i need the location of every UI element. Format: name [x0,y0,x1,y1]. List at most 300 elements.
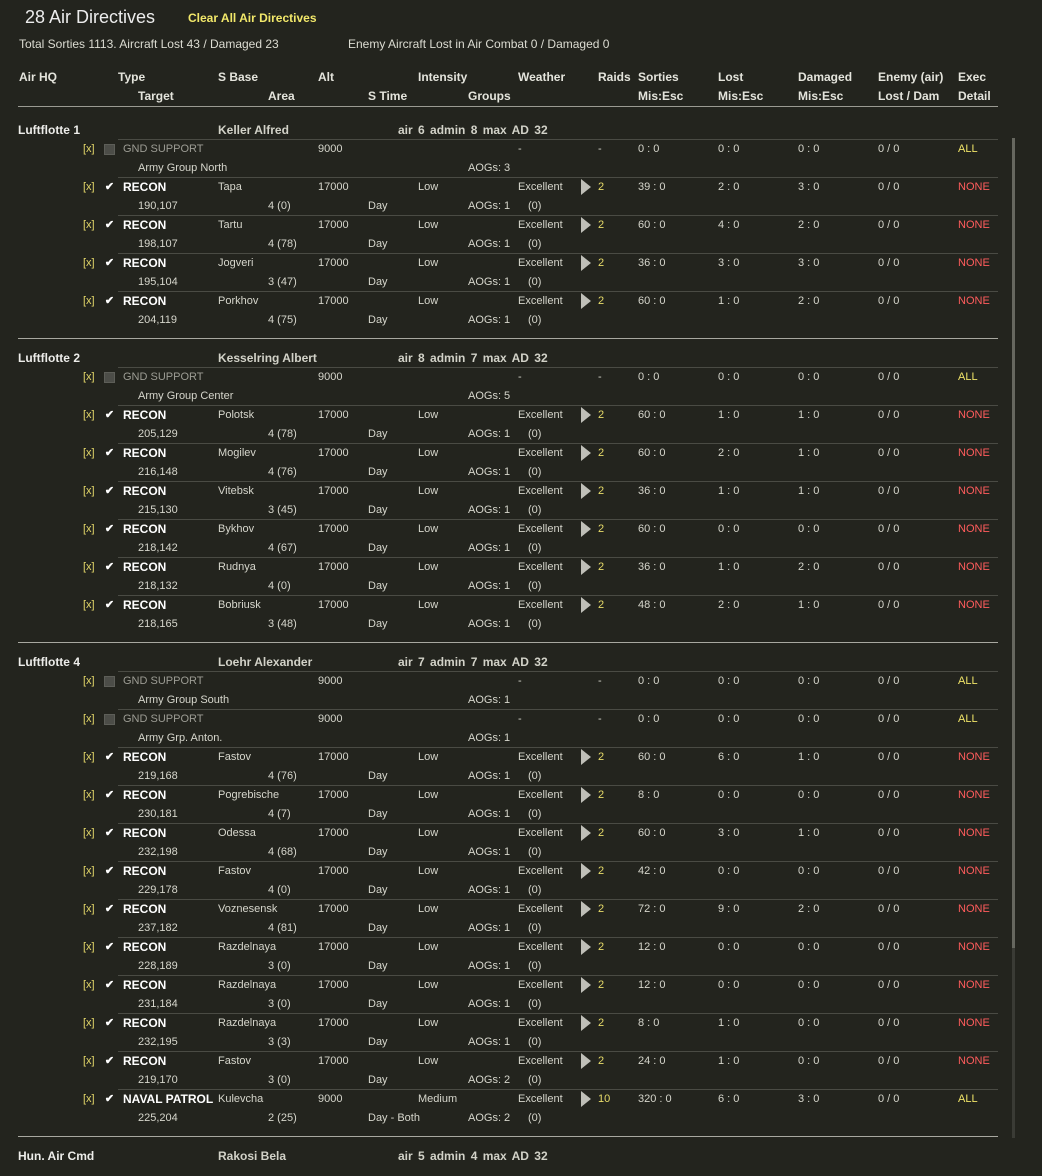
lost-value: 0 : 0 [718,941,740,953]
altitude: 17000 [318,561,349,573]
weather-value: - [518,143,522,155]
air-hq-commander: Keller Alfred [218,123,289,137]
exec-detail[interactable]: ALL [958,713,978,725]
lost-value: 0 : 0 [718,865,740,877]
support-base: Fastov [218,1055,252,1067]
directive-checkbox[interactable]: ✔ [104,599,115,611]
damaged-value: 1 : 0 [798,751,820,763]
altitude: 17000 [318,941,349,953]
target[interactable]: 225,204 [138,1112,178,1124]
lost-value: 4 : 0 [718,219,740,231]
directive-toggle[interactable]: [x] [83,409,95,421]
directive-toggle[interactable]: [x] [83,485,95,497]
target[interactable]: 218,132 [138,580,178,592]
strike-time: Day [368,922,388,934]
lost-value: 2 : 0 [718,181,740,193]
enemy-value: 0 / 0 [878,941,900,953]
target[interactable]: 232,195 [138,1036,178,1048]
directive-toggle[interactable]: [x] [83,447,95,459]
target[interactable]: 237,182 [138,922,178,934]
directive-row [0,560,1042,598]
mission-type: RECON [123,826,167,840]
header-weather[interactable]: Weather [518,70,566,84]
directive-toggle[interactable]: [x] [83,523,95,535]
target[interactable]: Army Grp. Anton. [138,732,223,744]
groups-extra: (0) [528,428,542,440]
mission-type: NAVAL PATROL [123,1092,214,1106]
sorties-value: 36 : 0 [638,485,666,497]
weather-value: Excellent [518,1093,563,1105]
header-lost[interactable]: Lost [718,70,744,84]
play-arrow-icon[interactable] [581,597,591,613]
exec-detail[interactable]: NONE [958,409,990,421]
air-hq-group-header[interactable] [0,1149,1042,1167]
lost-value: 6 : 0 [718,1093,740,1105]
directive-row [0,408,1042,446]
area: 2 (25) [268,1112,297,1124]
altitude: 17000 [318,219,349,231]
directive-row [0,256,1042,294]
target[interactable]: Army Group South [138,694,230,706]
sorties-value: 60 : 0 [638,409,666,421]
row-divider [118,215,998,216]
aogs-count: AOGs: 3 [468,162,511,174]
directive-row [0,826,1042,864]
support-base: Pogrebische [218,789,280,801]
directive-checkbox[interactable] [104,714,115,725]
header-groups[interactable]: Groups [468,89,511,103]
exec-detail[interactable]: NONE [958,181,990,193]
sorties-value: 60 : 0 [638,751,666,763]
header-area[interactable]: Area [268,89,295,103]
altitude: 9000 [318,371,343,383]
altitude: 17000 [318,827,349,839]
header-enemy-sub: Lost / Dam [878,89,940,103]
page-title: 28 Air Directives [25,7,156,27]
enemy-value: 0 / 0 [878,713,900,725]
exec-detail[interactable]: NONE [958,1055,990,1067]
altitude: 17000 [318,257,349,269]
raids-value: - [598,371,602,383]
directive-toggle[interactable]: [x] [83,827,95,839]
exec-detail[interactable]: NONE [958,523,990,535]
target[interactable]: 229,178 [138,884,178,896]
directive-toggle[interactable]: [x] [83,181,95,193]
target[interactable]: 218,142 [138,542,178,554]
sorties-value: 12 : 0 [638,941,666,953]
row-divider [118,253,998,254]
directive-toggle[interactable]: [x] [83,751,95,763]
target[interactable]: 219,168 [138,770,178,782]
aogs-count: AOGs: 1 [468,732,511,744]
exec-detail[interactable]: NONE [958,903,990,915]
header-s-time[interactable]: S Time [368,89,408,103]
directive-toggle[interactable]: [x] [83,941,95,953]
directive-checkbox[interactable]: ✔ [104,295,115,307]
enemy-value: 0 / 0 [878,1093,900,1105]
target[interactable]: Army Group Center [138,390,234,402]
exec-detail[interactable]: NONE [958,827,990,839]
header-target[interactable]: Target [138,89,174,103]
strike-time: Day [368,314,388,326]
directive-checkbox[interactable]: ✔ [104,523,115,535]
directive-checkbox[interactable]: ✔ [104,827,115,839]
play-arrow-icon[interactable] [581,939,591,955]
directive-checkbox[interactable]: ✔ [104,219,115,231]
area: 3 (48) [268,618,297,630]
intensity: Low [418,1055,439,1067]
air-hq-name[interactable]: Luftflotte 4 [18,655,80,669]
sorties-value: 60 : 0 [638,523,666,535]
header-exec-sub: Detail [958,89,991,103]
mission-type: RECON [123,598,167,612]
row-divider [118,557,998,558]
lost-value: 3 : 0 [718,257,740,269]
intensity: Low [418,219,439,231]
weather-value: Excellent [518,409,563,421]
target[interactable]: 218,165 [138,618,178,630]
play-arrow-icon[interactable] [581,1053,591,1069]
target[interactable]: 215,130 [138,504,178,516]
directive-checkbox[interactable]: ✔ [104,181,115,193]
aogs-count: AOGs: 1 [468,960,511,972]
directive-toggle[interactable]: [x] [83,371,95,383]
directive-checkbox[interactable]: ✔ [104,409,115,421]
air-hq-name[interactable]: Luftflotte 1 [18,123,80,137]
directive-checkbox[interactable] [104,372,115,383]
directive-checkbox[interactable]: ✔ [104,751,115,763]
header-lost-sub: Mis:Esc [718,89,764,103]
intensity: Low [418,903,439,915]
support-base: Bobriusk [218,599,261,611]
area: 4 (75) [268,314,297,326]
group-divider [18,1136,998,1137]
exec-detail[interactable]: NONE [958,599,990,611]
directive-checkbox[interactable]: ✔ [104,257,115,269]
directive-toggle[interactable]: [x] [83,675,95,687]
sortie-summary: Total Sorties 1113. Aircraft Lost 43 / Damaged 23 [19,37,279,51]
target[interactable]: 190,107 [138,200,178,212]
exec-detail[interactable]: NONE [958,447,990,459]
strike-time: Day [368,1036,388,1048]
exec-detail[interactable]: NONE [958,789,990,801]
aogs-count: AOGs: 2 [468,1112,511,1124]
lost-value: 0 : 0 [718,675,740,687]
damaged-value: 1 : 0 [798,599,820,611]
raids-value: - [598,713,602,725]
directive-checkbox[interactable]: ✔ [104,1055,115,1067]
damaged-value: 0 : 0 [798,865,820,877]
exec-detail[interactable]: NONE [958,979,990,991]
area: 4 (7) [268,808,291,820]
air-hq-commander: Rakosi Bela [218,1149,287,1163]
target[interactable]: 195,104 [138,276,178,288]
play-arrow-icon[interactable] [581,901,591,917]
strike-time: Day [368,960,388,972]
play-arrow-icon[interactable] [581,863,591,879]
damaged-value: 1 : 0 [798,447,820,459]
lost-value: 2 : 0 [718,599,740,611]
clear-all-directives-button[interactable]: Clear All Air Directives [188,11,317,25]
play-arrow-icon[interactable] [581,977,591,993]
altitude: 9000 [318,143,343,155]
header-damaged[interactable]: Damaged [798,70,853,84]
lost-value: 0 : 0 [718,143,740,155]
exec-detail[interactable]: NONE [958,1017,990,1029]
altitude: 17000 [318,599,349,611]
damaged-value: 0 : 0 [798,1017,820,1029]
target[interactable]: 230,181 [138,808,178,820]
aogs-count: AOGs: 1 [468,846,511,858]
aogs-count: AOGs: 1 [468,1036,511,1048]
raids-value: 2 [598,789,605,801]
intensity: Low [418,789,439,801]
header-enemy[interactable]: Enemy (air) [878,70,944,84]
damaged-value: 0 : 0 [798,1055,820,1067]
lost-value: 6 : 0 [718,751,740,763]
sorties-value: 0 : 0 [638,371,660,383]
play-arrow-icon[interactable] [581,255,591,271]
raids-value: 2 [598,257,605,269]
raids-value: 2 [598,599,605,611]
target[interactable]: 204,119 [138,314,177,326]
raids-value: 2 [598,181,605,193]
area: 3 (0) [268,1074,291,1086]
row-divider [118,823,998,824]
lost-value: 0 : 0 [718,371,740,383]
support-base: Voznesensk [218,903,278,915]
directive-checkbox[interactable]: ✔ [104,941,115,953]
intensity: Low [418,447,439,459]
mission-type: RECON [123,750,167,764]
directive-toggle[interactable]: [x] [83,865,95,877]
directive-row [0,674,1042,712]
mission-type: RECON [123,446,167,460]
play-arrow-icon[interactable] [581,825,591,841]
play-arrow-icon[interactable] [581,445,591,461]
directive-checkbox[interactable]: ✔ [104,865,115,877]
sorties-value: 60 : 0 [638,827,666,839]
header-sorties[interactable]: Sorties [638,70,679,84]
directive-toggle[interactable]: [x] [83,295,95,307]
groups-extra: (0) [528,276,542,288]
aogs-count: AOGs: 1 [468,200,511,212]
play-arrow-icon[interactable] [581,559,591,575]
target[interactable]: 232,198 [138,846,178,858]
exec-detail[interactable]: NONE [958,941,990,953]
aogs-count: AOGs: 1 [468,922,511,934]
directive-checkbox[interactable] [104,144,115,155]
sorties-value: 8 : 0 [638,1017,660,1029]
directive-checkbox[interactable]: ✔ [104,1093,115,1105]
lost-value: 0 : 0 [718,713,740,725]
exec-detail[interactable]: ALL [958,371,978,383]
intensity: Medium [418,1093,458,1105]
header-air-hq[interactable]: Air HQ [19,70,58,84]
area: 4 (78) [268,428,297,440]
exec-detail[interactable]: NONE [958,219,990,231]
directive-toggle[interactable]: [x] [83,219,95,231]
area: 4 (81) [268,922,297,934]
weather-value: Excellent [518,485,563,497]
play-arrow-icon[interactable] [581,179,591,195]
enemy-value: 0 / 0 [878,295,900,307]
play-arrow-icon[interactable] [581,407,591,423]
play-arrow-icon[interactable] [581,787,591,803]
directive-checkbox[interactable]: ✔ [104,1017,115,1029]
target[interactable]: 205,129 [138,428,178,440]
weather-value: Excellent [518,903,563,915]
weather-value: - [518,675,522,687]
directive-checkbox[interactable]: ✔ [104,789,115,801]
exec-detail[interactable]: NONE [958,865,990,877]
enemy-value: 0 / 0 [878,827,900,839]
group-divider [18,338,998,339]
row-divider [118,975,998,976]
weather-value: - [518,713,522,725]
damaged-value: 0 : 0 [798,789,820,801]
damaged-value: 0 : 0 [798,371,820,383]
target[interactable]: 216,148 [138,466,178,478]
play-arrow-icon[interactable] [581,293,591,309]
play-arrow-icon[interactable] [581,1091,591,1107]
exec-detail[interactable]: NONE [958,561,990,573]
intensity: Low [418,295,439,307]
directive-toggle[interactable]: [x] [83,1093,95,1105]
directive-toggle[interactable]: [x] [83,143,95,155]
groups-extra: (0) [528,200,542,212]
exec-detail[interactable]: NONE [958,257,990,269]
enemy-value: 0 / 0 [878,751,900,763]
mission-type: RECON [123,1054,167,1068]
directive-row [0,294,1042,332]
mission-type: RECON [123,1016,167,1030]
sorties-value: 320 : 0 [638,1093,672,1105]
enemy-value: 0 / 0 [878,447,900,459]
lost-value: 2 : 0 [718,447,740,459]
lost-value: 1 : 0 [718,485,740,497]
directive-checkbox[interactable]: ✔ [104,561,115,573]
enemy-value: 0 / 0 [878,219,900,231]
mission-type: RECON [123,256,167,270]
enemy-summary: Enemy Aircraft Lost in Air Combat 0 / Damaged 0 [348,37,610,51]
row-divider [118,785,998,786]
directive-toggle[interactable]: [x] [83,599,95,611]
air-hq-name[interactable]: Luftflotte 2 [18,351,80,365]
groups-extra: (0) [528,770,542,782]
lost-value: 0 : 0 [718,523,740,535]
damaged-value: 2 : 0 [798,219,820,231]
header-intensity[interactable]: Intensity [418,70,468,84]
exec-detail[interactable]: ALL [958,143,978,155]
exec-detail[interactable]: ALL [958,1093,978,1105]
support-base: Polotsk [218,409,255,421]
exec-detail[interactable]: ALL [958,675,978,687]
lost-value: 0 : 0 [718,979,740,991]
area: 4 (76) [268,466,297,478]
target[interactable]: 219,170 [138,1074,178,1086]
strike-time: Day [368,504,388,516]
enemy-value: 0 / 0 [878,1017,900,1029]
play-arrow-icon[interactable] [581,749,591,765]
directive-toggle[interactable]: [x] [83,713,95,725]
lost-value: 1 : 0 [718,1055,740,1067]
intensity: Low [418,827,439,839]
damaged-value: 0 : 0 [798,713,820,725]
aogs-count: AOGs: 1 [468,618,511,630]
directive-row [0,218,1042,256]
directive-toggle[interactable]: [x] [83,1017,95,1029]
target[interactable]: Army Group North [138,162,228,174]
group-divider [18,642,998,643]
header-s-base[interactable]: S Base [218,70,259,84]
play-arrow-icon[interactable] [581,217,591,233]
directive-checkbox[interactable] [104,676,115,687]
mission-type: RECON [123,902,167,916]
enemy-value: 0 / 0 [878,865,900,877]
directive-checkbox[interactable]: ✔ [104,485,115,497]
altitude: 9000 [318,1093,343,1105]
directive-checkbox[interactable]: ✔ [104,979,115,991]
damaged-value: 1 : 0 [798,409,820,421]
header-type[interactable]: Type [118,70,146,84]
weather-value: Excellent [518,599,563,611]
exec-detail[interactable]: NONE [958,751,990,763]
groups-extra: (0) [528,1036,542,1048]
directive-row [0,750,1042,788]
directive-row [0,864,1042,902]
header-raids[interactable]: Raids [598,70,631,84]
directive-checkbox[interactable]: ✔ [104,447,115,459]
mission-type: RECON [123,788,167,802]
sorties-value: 24 : 0 [638,1055,666,1067]
directive-toggle[interactable]: [x] [83,257,95,269]
target[interactable]: 228,189 [138,960,178,972]
directive-toggle[interactable]: [x] [83,789,95,801]
air-hq-name[interactable]: Hun. Air Cmd [18,1149,95,1163]
mission-type: RECON [123,978,167,992]
intensity: Low [418,941,439,953]
lost-value: 1 : 0 [718,1017,740,1029]
header-alt[interactable]: Alt [318,70,334,84]
damaged-value: 2 : 0 [798,561,820,573]
target[interactable]: 231,184 [138,998,178,1010]
support-base: Rudnya [218,561,256,573]
lost-value: 9 : 0 [718,903,740,915]
mission-type: GND SUPPORT [123,371,204,383]
header-exec[interactable]: Exec [958,70,987,84]
intensity: Low [418,409,439,421]
mission-type: RECON [123,294,167,308]
exec-detail[interactable]: NONE [958,485,990,497]
directive-toggle[interactable]: [x] [83,1055,95,1067]
directive-toggle[interactable]: [x] [83,979,95,991]
play-arrow-icon[interactable] [581,483,591,499]
exec-detail[interactable]: NONE [958,295,990,307]
mission-type: RECON [123,218,167,232]
aogs-count: AOGs: 1 [468,504,511,516]
air-hq-commander: Loehr Alexander [218,655,313,669]
target[interactable]: 198,107 [138,238,178,250]
mission-type: RECON [123,940,167,954]
directive-checkbox[interactable]: ✔ [104,903,115,915]
enemy-value: 0 / 0 [878,599,900,611]
play-arrow-icon[interactable] [581,521,591,537]
directive-toggle[interactable]: [x] [83,903,95,915]
directive-toggle[interactable]: [x] [83,561,95,573]
row-divider [118,861,998,862]
play-arrow-icon[interactable] [581,1015,591,1031]
